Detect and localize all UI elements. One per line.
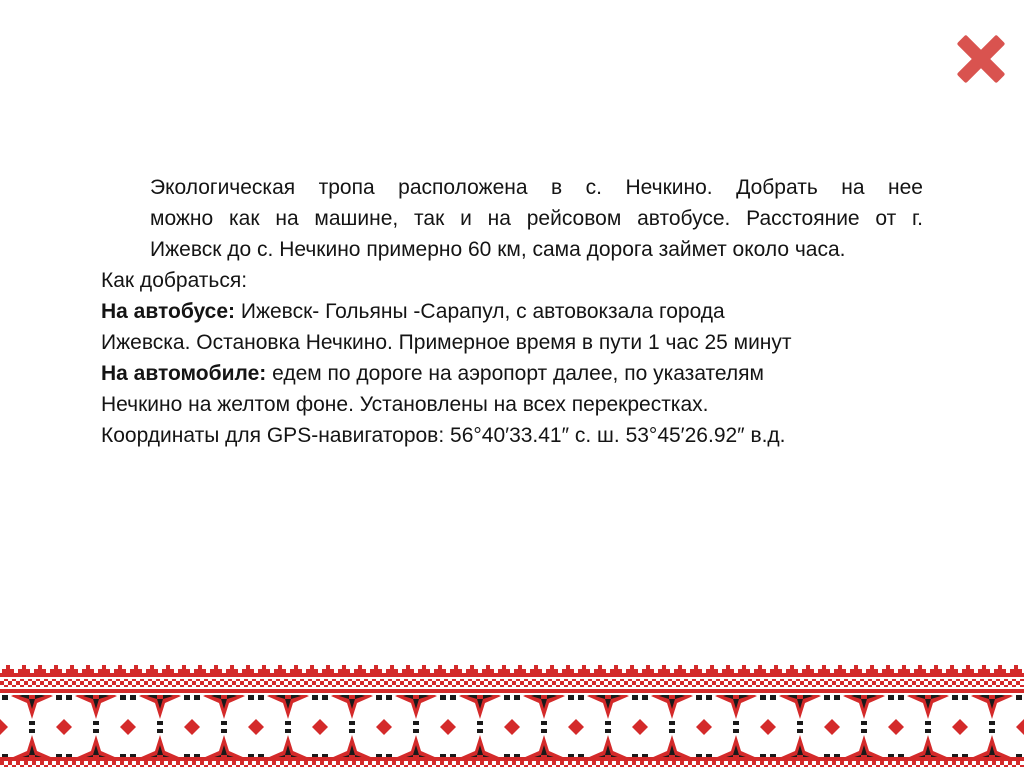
intro-paragraph	[101, 172, 923, 265]
intro-line: Экологическая тропа расположена в с. Нечкино. Добрать на нее	[150, 176, 923, 199]
bus-route-line	[101, 296, 923, 327]
close-icon[interactable]	[956, 34, 1006, 84]
car-route-continuation: Нечкино на желтом фоне. Установлены на всех перекрестках.	[101, 393, 709, 416]
intro-line: Ижевск до с. Нечкино примерно 60 км, сама дорога займет около часа.	[150, 238, 846, 261]
intro-line: можно как на машине, так и на рейсовом автобусе. Расстояние от г.	[150, 207, 923, 230]
ornament-star-band	[0, 695, 1024, 757]
ornament-top-band	[0, 665, 1024, 677]
how-to-get-heading: Как добраться:	[101, 269, 248, 292]
bus-route-text: Ижевск- Гольяны -Сарапул, с автовокзала города	[235, 300, 725, 323]
car-label: На автомобиле:	[101, 362, 267, 385]
car-route-line	[101, 358, 923, 389]
car-route-text: едем по дороге на аэропорт далее, по указателям	[266, 362, 764, 385]
ornament-rule	[0, 689, 1024, 693]
ornament-bottom-band	[0, 761, 1024, 767]
ornament-rule	[0, 757, 1024, 761]
bus-label: На автобусе:	[101, 300, 236, 323]
gps-coordinates: Координаты для GPS-навигаторов: 56°40′33.41″ с. ш. 53°45′26.92″ в.д.	[101, 424, 786, 447]
folk-ornament-border	[0, 665, 1024, 767]
bus-route-continuation: Ижевска. Остановка Нечкино. Примерное время в пути 1 час 25 минут	[101, 331, 792, 354]
body-text	[101, 172, 923, 451]
ornament-checker-band	[0, 679, 1024, 687]
